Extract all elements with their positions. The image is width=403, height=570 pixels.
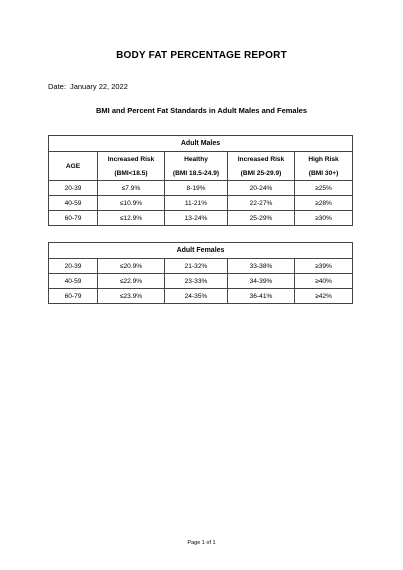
page-footer: Page 1 of 1 xyxy=(187,540,216,546)
table-row xyxy=(49,181,353,196)
table-caption-row xyxy=(49,136,353,152)
cell-value: 36-41% xyxy=(228,289,295,304)
cell-age: 20-39 xyxy=(49,181,98,196)
cell-value: 25-29% xyxy=(228,211,295,226)
subheader-bmi-healthy: (BMI 18.5-24.9) xyxy=(165,166,228,181)
table-row xyxy=(49,274,353,289)
cell-age: 60-79 xyxy=(49,211,98,226)
header-increased-risk-high: Increased Risk xyxy=(228,152,295,167)
adult-females-caption: Adult Females xyxy=(49,243,353,259)
header-high-risk: High Risk xyxy=(295,152,353,167)
subheader-bmi-over: (BMI 25-29.9) xyxy=(228,166,295,181)
date-value: January 22, 2022 xyxy=(69,82,128,91)
adult-males-caption: Adult Males xyxy=(49,136,353,152)
cell-value: 21-32% xyxy=(165,259,228,274)
cell-value: ≤12.9% xyxy=(98,211,165,226)
adult-females-table xyxy=(48,242,353,304)
cell-value: ≥25% xyxy=(295,181,353,196)
cell-value: ≥40% xyxy=(295,274,353,289)
cell-value: 13-24% xyxy=(165,211,228,226)
cell-age: 40-59 xyxy=(49,274,98,289)
cell-value: ≥30% xyxy=(295,211,353,226)
date-label: Date: xyxy=(48,82,66,91)
cell-value: 22-27% xyxy=(228,196,295,211)
subheader-bmi-obese: (BMI 30+) xyxy=(295,166,353,181)
table-row xyxy=(49,289,353,304)
table-row xyxy=(49,211,353,226)
cell-value: 8-19% xyxy=(165,181,228,196)
cell-value: ≥28% xyxy=(295,196,353,211)
cell-value: 23-33% xyxy=(165,274,228,289)
cell-value: 20-24% xyxy=(228,181,295,196)
cell-value: ≤23.9% xyxy=(98,289,165,304)
cell-value: 33-38% xyxy=(228,259,295,274)
cell-value: ≤22.9% xyxy=(98,274,165,289)
table-section-subtitle: BMI and Percent Fat Standards in Adult Males and Females xyxy=(95,106,308,115)
cell-value: 34-39% xyxy=(228,274,295,289)
table-row xyxy=(49,196,353,211)
header-healthy: Healthy xyxy=(165,152,228,167)
cell-age: 40-59 xyxy=(49,196,98,211)
cell-value: ≤10.9% xyxy=(98,196,165,211)
cell-value: 24-35% xyxy=(165,289,228,304)
header-row xyxy=(49,152,353,167)
report-date xyxy=(48,82,128,91)
cell-value: ≤20.9% xyxy=(98,259,165,274)
cell-value: 11-21% xyxy=(165,196,228,211)
cell-value: ≥42% xyxy=(295,289,353,304)
header-age: AGE xyxy=(49,152,98,181)
cell-age: 60-79 xyxy=(49,289,98,304)
table-row xyxy=(49,259,353,274)
cell-value: ≤7.9% xyxy=(98,181,165,196)
cell-value: ≥39% xyxy=(295,259,353,274)
report-title: BODY FAT PERCENTAGE REPORT xyxy=(116,50,287,61)
adult-males-table xyxy=(48,135,353,226)
cell-age: 20-39 xyxy=(49,259,98,274)
subheader-bmi-under: (BMI<18.5) xyxy=(98,166,165,181)
header-increased-risk-low: Increased Risk xyxy=(98,152,165,167)
table-caption-row xyxy=(49,243,353,259)
